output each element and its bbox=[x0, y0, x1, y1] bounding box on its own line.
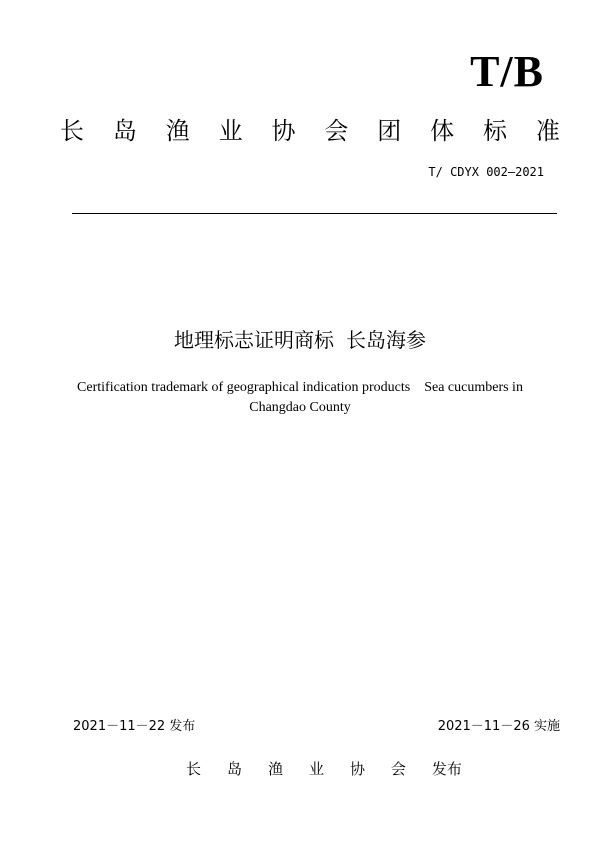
header-divider bbox=[72, 213, 557, 214]
publish-date: 2021－11－22 发布 bbox=[73, 719, 196, 734]
english-title-line-2: Changdao County bbox=[249, 400, 351, 415]
org-title-char: 协 bbox=[271, 117, 296, 145]
org-title-char: 长 bbox=[60, 117, 84, 145]
publisher-char: 岛 bbox=[226, 760, 242, 778]
english-title-sub: Sea cucumbers in bbox=[424, 380, 523, 395]
org-title-char: 岛 bbox=[112, 117, 137, 145]
english-title-main: Certification trademark of geographical indication products bbox=[77, 380, 411, 395]
publisher bbox=[186, 759, 462, 779]
publisher-char: 长 bbox=[186, 760, 202, 778]
chinese-title bbox=[0, 326, 600, 354]
org-title-char: 业 bbox=[218, 117, 243, 145]
standard-logo: T/B bbox=[470, 47, 544, 96]
publisher-char: 渔 bbox=[267, 760, 283, 778]
org-title-char: 标 bbox=[483, 117, 507, 145]
publisher-char: 会 bbox=[390, 760, 406, 778]
org-title-char: 准 bbox=[535, 117, 560, 145]
implement-date: 2021－11－26 实施 bbox=[437, 719, 560, 734]
publisher-action: 发布 bbox=[431, 760, 462, 778]
org-title-char: 团 bbox=[377, 117, 402, 145]
standard-number: T/ CDYX 002—2021 bbox=[428, 165, 544, 179]
org-title-char: 会 bbox=[324, 117, 349, 145]
organization-standard-title bbox=[60, 115, 560, 147]
org-title-char: 体 bbox=[430, 117, 455, 145]
publisher-char: 业 bbox=[308, 760, 324, 778]
english-title bbox=[50, 378, 550, 418]
english-title-line-1 bbox=[50, 378, 550, 398]
chinese-title-sub: 长岛海参 bbox=[346, 328, 426, 352]
chinese-title-main: 地理标志证明商标 bbox=[174, 328, 334, 352]
publisher-char: 协 bbox=[349, 760, 365, 778]
org-title-char: 渔 bbox=[165, 117, 190, 145]
